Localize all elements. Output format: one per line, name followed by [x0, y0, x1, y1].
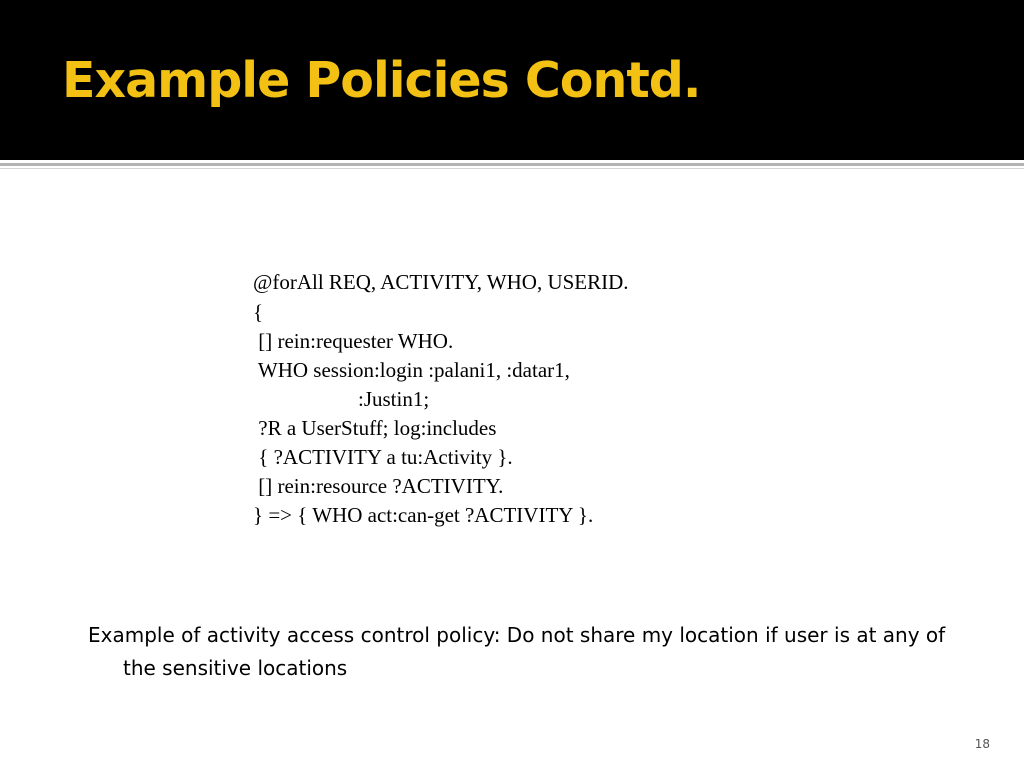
code-line: { ?ACTIVITY a tu:Activity }.: [253, 445, 513, 469]
slide-caption: Example of activity access control policy: Do not share my location if user is at any of the sensitive locations: [88, 623, 946, 680]
code-line: [] rein:requester WHO.: [253, 329, 454, 353]
title-bar: [0, 0, 1024, 160]
slide-title: Example Policies Contd.: [62, 52, 701, 109]
code-line: :Justin1;: [253, 387, 430, 411]
policy-code-image: [247, 262, 712, 534]
code-line: WHO session:login :palani1, :datar1,: [253, 358, 570, 382]
code-line: {: [253, 300, 264, 324]
code-line: } => { WHO act:can-get ?ACTIVITY }.: [253, 503, 594, 527]
code-line: [] rein:resource ?ACTIVITY.: [253, 474, 504, 498]
page-number: 18: [974, 737, 990, 751]
title-divider: [0, 163, 1024, 166]
title-divider-thin: [0, 168, 1024, 169]
code-line: @forAll REQ, ACTIVITY, WHO, USERID.: [253, 270, 629, 294]
code-line: ?R a UserStuff; log:includes: [253, 416, 497, 440]
